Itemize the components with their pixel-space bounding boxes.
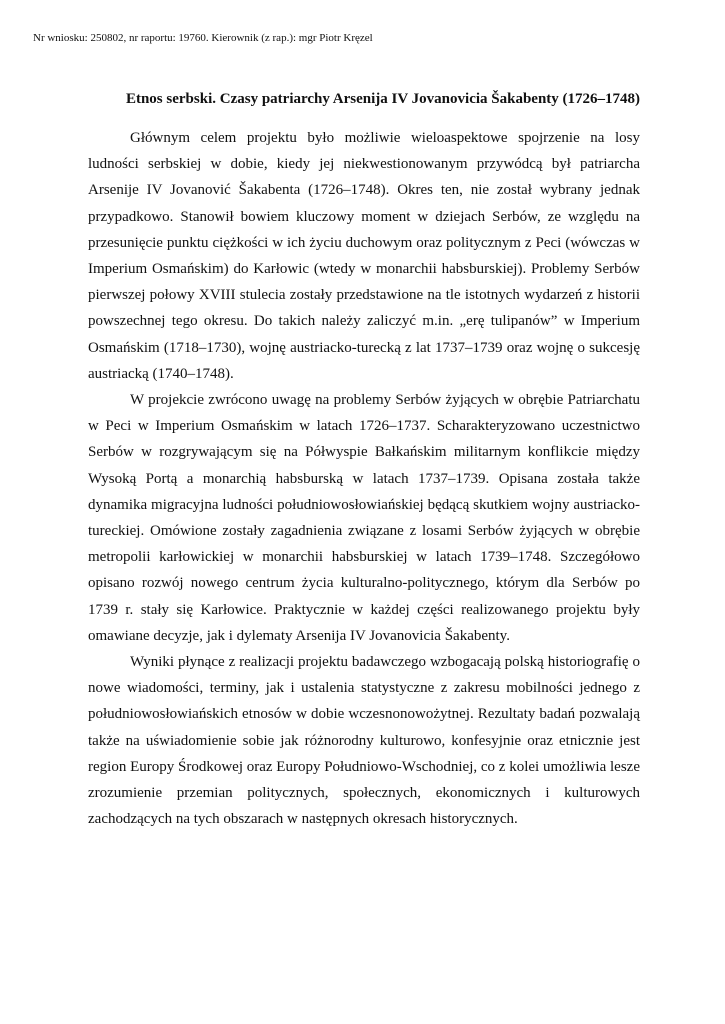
paragraph-3: Wyniki płynące z realizacji projektu badawczego wzbogacają polską historiografię o nowe wiadomości, terminy, jak i ustalenia statystyczne z zakresu mobilności jednego z południowosłowiańskich etnosów w dobie wczesnonowożytnej. Rezultaty badań pozwalają także na uświadomienie sobie jak różnorodny kulturowo, konfesyjnie oraz etnicznie jest region Europy Środkowej oraz Europy Południowo-Wschodniej, co z kolei umożliwia lesze zrozumienie przemian politycznych, społecznych, ekonomicznych i kulturowych zachodzących na tych obszarach w następnych okresach historycznych. <box>88 654 640 828</box>
paragraph-1: Głównym celem projektu było możliwie wieloaspektowe spojrzenie na losy ludności serbskiej w dobie, kiedy jej niekwestionowanym przywódcą był patriarcha Arsenije IV Jovanović Šakabenta (1726–1748). Okres ten, nie został wybrany jednak przypadkowo. Stanowił bowiem kluczowy moment w dziejach Serbów, ze względu na przesunięcie punktu ciężkości w ich życiu duchowym oraz politycznym z Peci (wówczas w Imperium Osmańskim) do Karłowic (wtedy w monarchii habsburskiej). Problemy Serbów pierwszej połowy XVIII stulecia zostały przedstawione na tle istotnych wydarzeń z historii powszechnej tego okresu. Do takich należy zaliczyć m.in. „erę tulipanów” w Imperium Osmańskim (1718–1730), wojnę austriacko-turecką z lat 1737–1739 oraz wojnę o sukcesję austriacką (1740–1748). <box>88 130 640 382</box>
document-body <box>88 125 640 832</box>
document-title: Etnos serbski. Czasy patriarchy Arsenija IV Jovanovicia Šakabenty (1726–1748) <box>125 91 641 107</box>
report-header: Nr wniosku: 250802, nr raportu: 19760. Kierownik (z rap.): mgr Piotr Kręzel <box>33 32 373 44</box>
paragraph-2: W projekcie zwrócono uwagę na problemy Serbów żyjących w obrębie Patriarchatu w Peci w Imperium Osmańskim w latach 1726–1737. Scharakteryzowano uczestnictwo Serbów w rozgrywającym się na Półwyspie Bałkańskim militarnym konflikcie między Wysoką Portą a monarchią habsburską w latach 1737–1739. Opisana została także dynamika migracyjna ludności południowosłowiańskiej będącą skutkiem wojny austriacko-tureckiej. Omówione zostały zagadnienia związane z losami Serbów żyjących w obrębie metropolii karłowickiej w monarchii habsburskiej w latach 1739–1748. Szczegółowo opisano rozwój nowego centrum życia kulturalno-politycznego, którym dla Serbów po 1739 r. stały się Karłowice. Praktycznie w każdej części realizowanego projektu były omawiane decyzje, jak i dylematy Arsenija IV Jovanovicia Šakabenty. <box>88 392 640 644</box>
